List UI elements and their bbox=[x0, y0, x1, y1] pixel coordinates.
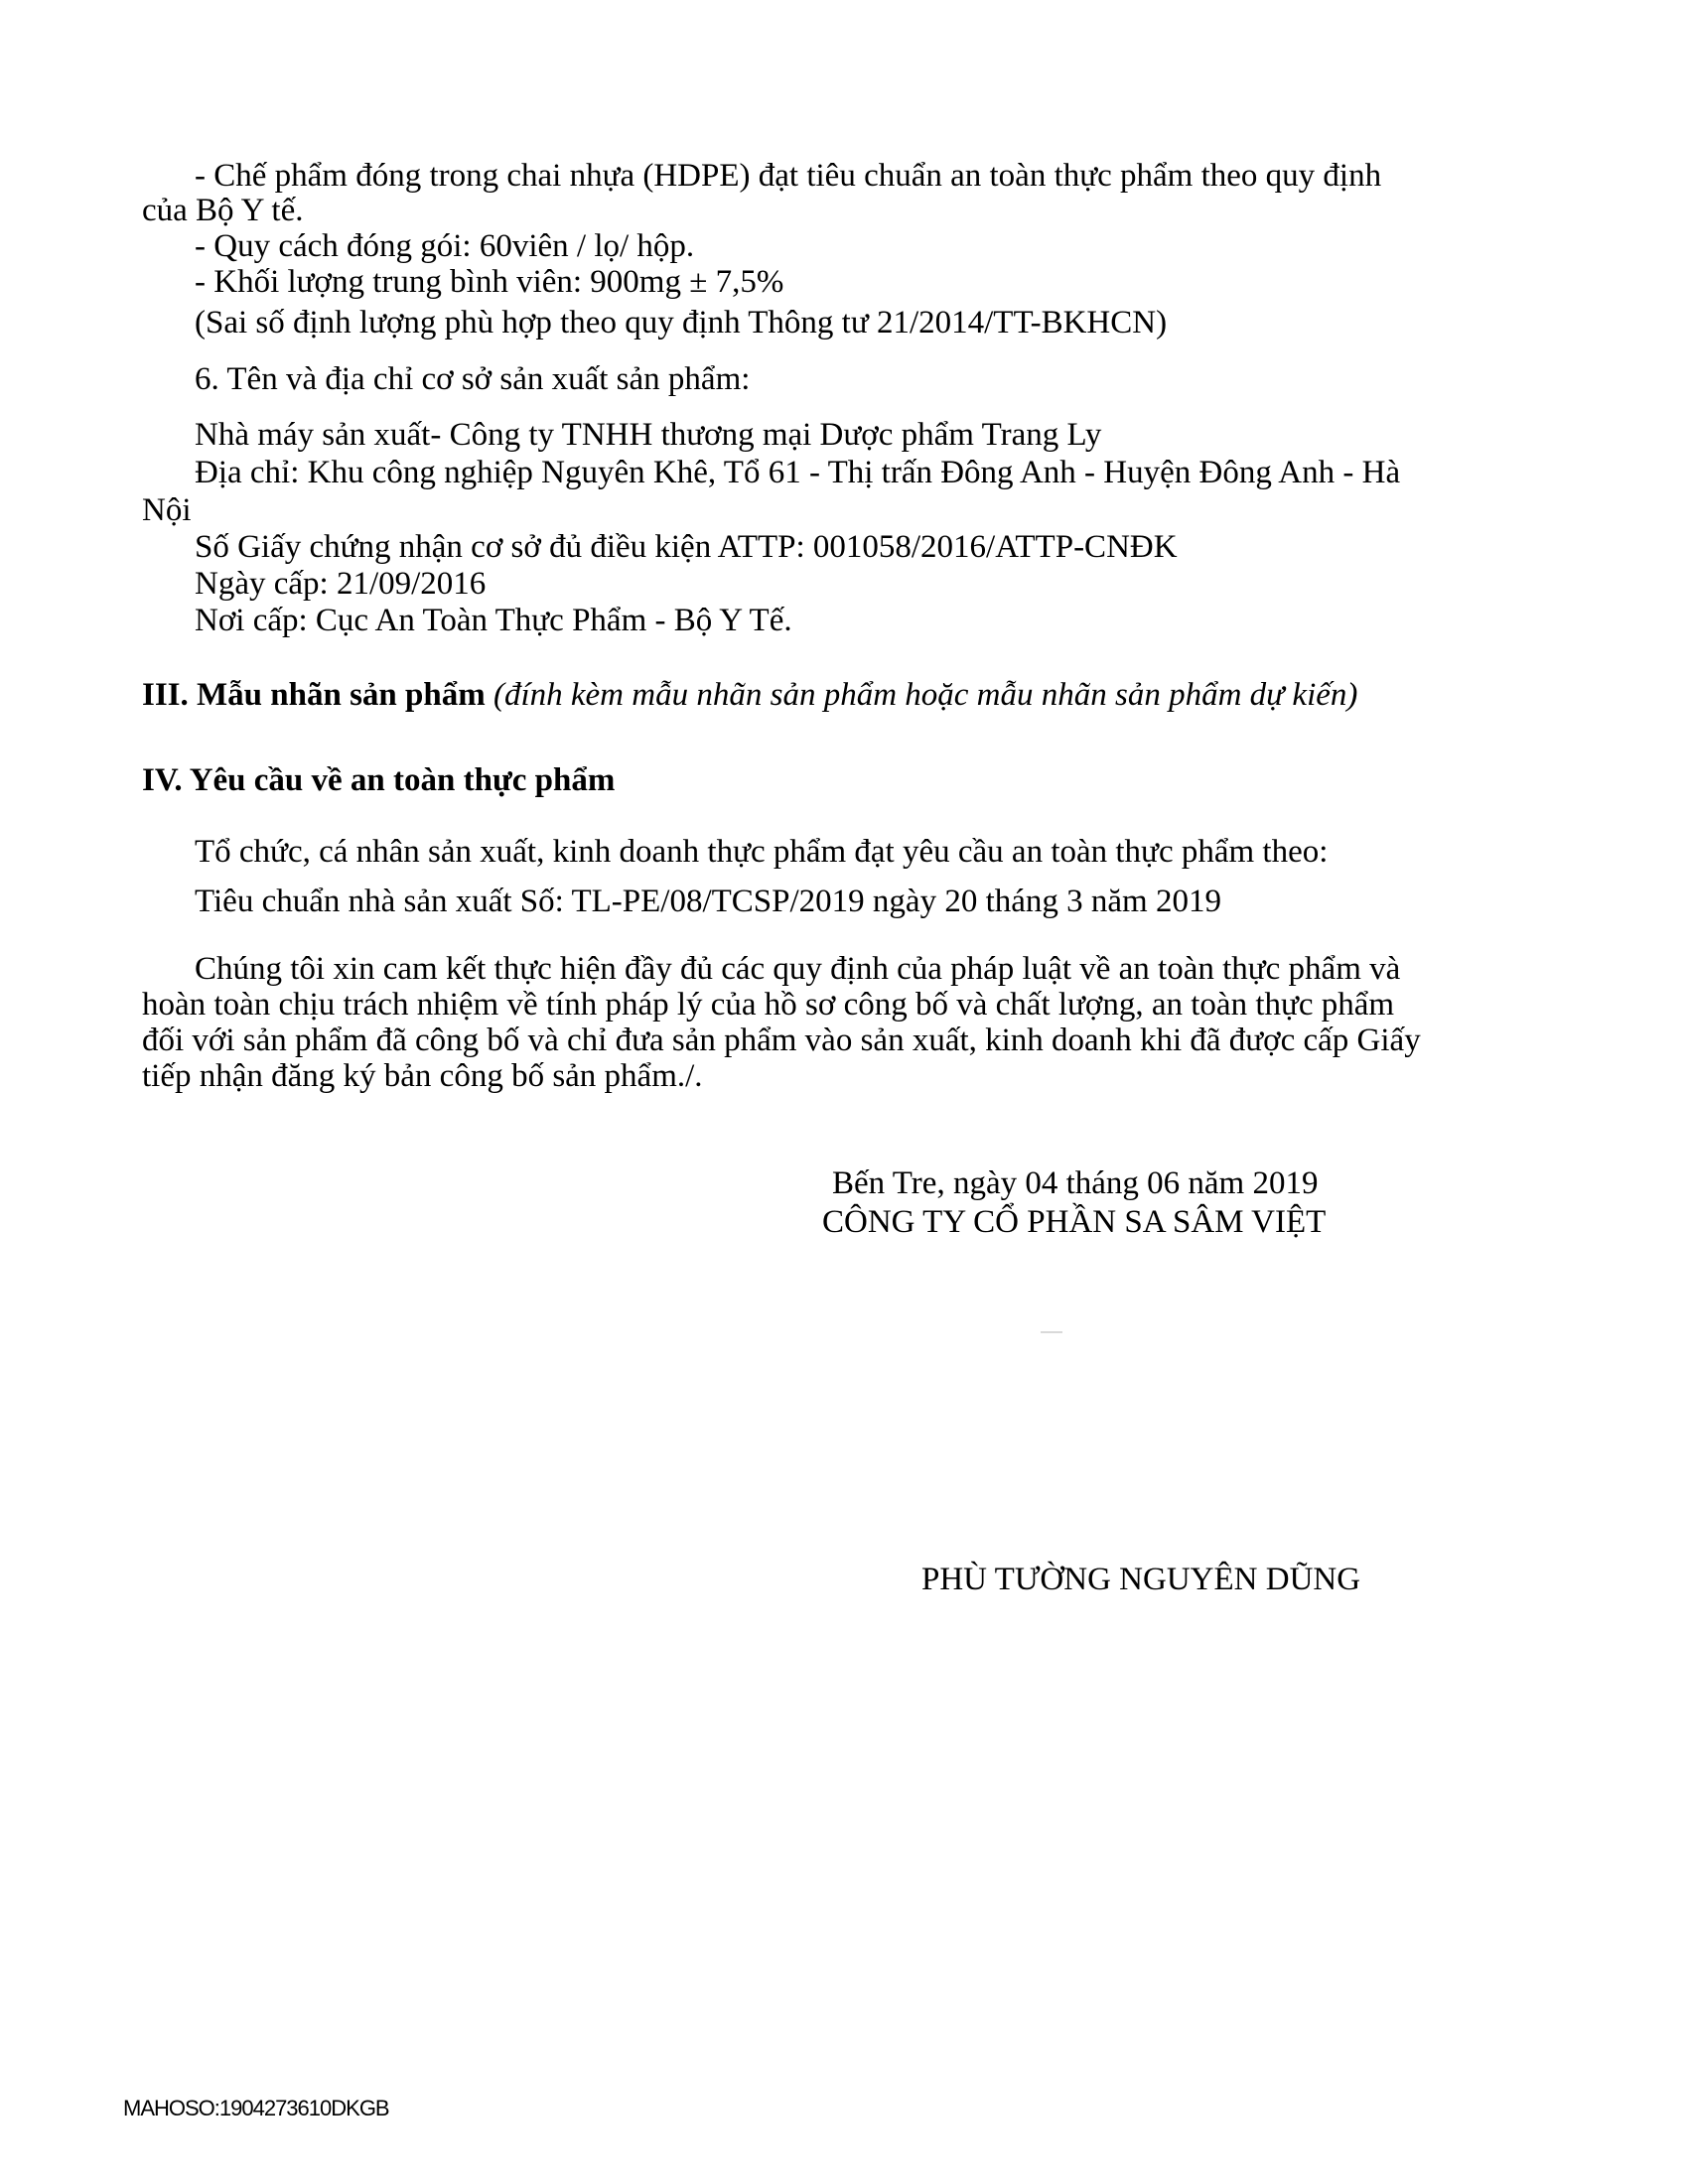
manufacturer-name: Nhà máy sản xuất- Công ty TNHH thương mại Dược phẩm Trang Ly bbox=[195, 417, 1102, 453]
commitment-line-1: Chúng tôi xin cam kết thực hiện đầy đủ các quy định của pháp luật về an toàn thực phẩm và bbox=[195, 951, 1401, 987]
signer-name: PHÙ TƯỜNG NGUYÊN DŨNG bbox=[921, 1562, 1361, 1597]
section-4-line-2: Tiêu chuẩn nhà sản xuất Số: TL-PE/08/TCSP/2019 ngày 20 tháng 3 năm 2019 bbox=[195, 884, 1221, 919]
packaging-line-2: - Quy cách đóng gói: 60viên / lọ/ hộp. bbox=[195, 228, 695, 264]
section-3-note: (đính kèm mẫu nhãn sản phẩm hoặc mẫu nhãn sản phẩm dự kiến) bbox=[492, 677, 1358, 713]
signature-company: CÔNG TY CỔ PHẦN SA SÂM VIỆT bbox=[822, 1204, 1327, 1240]
commitment-line-3: đối với sản phẩm đã công bố và chỉ đưa sản phẩm vào sản xuất, kinh doanh khi đã được cấp Giấy bbox=[142, 1023, 1421, 1058]
section-3-title: III. Mẫu nhãn sản phẩm bbox=[142, 677, 486, 713]
packaging-line-1-cont: của Bộ Y tế. bbox=[142, 193, 304, 228]
commitment-line-4: tiếp nhận đăng ký bản công bố sản phẩm./. bbox=[142, 1058, 703, 1094]
manufacturer-address: Địa chỉ: Khu công nghiệp Nguyên Khê, Tổ 61 - Thị trấn Đông Anh - Huyện Đông Anh - Hà bbox=[195, 455, 1401, 490]
manufacturer-heading: 6. Tên và địa chỉ cơ sở sản xuất sản phẩm: bbox=[195, 361, 751, 397]
signature-mark bbox=[1041, 1331, 1062, 1333]
manufacturer-certificate: Số Giấy chứng nhận cơ sở đủ điều kiện ATTP: 001058/2016/ATTP-CNĐK bbox=[195, 529, 1178, 565]
manufacturer-address-cont: Nội bbox=[142, 492, 192, 528]
section-4-line-1: Tổ chức, cá nhân sản xuất, kinh doanh thực phẩm đạt yêu cầu an toàn thực phẩm theo: bbox=[195, 834, 1329, 870]
commitment-line-2: hoàn toàn chịu trách nhiệm về tính pháp lý của hồ sơ công bố và chất lượng, an toàn thực phẩm bbox=[142, 987, 1395, 1023]
packaging-line-4: (Sai số định lượng phù hợp theo quy định Thông tư 21/2014/TT-BKHCN) bbox=[195, 305, 1168, 341]
packaging-line-1: - Chế phẩm đóng trong chai nhựa (HDPE) đạt tiêu chuẩn an toàn thực phẩm theo quy định bbox=[195, 158, 1382, 194]
section-4-title: IV. Yêu cầu về an toàn thực phẩm bbox=[142, 762, 616, 798]
section-3-heading bbox=[142, 675, 1357, 715]
manufacturer-issued-by: Nơi cấp: Cục An Toàn Thực Phẩm - Bộ Y Tế. bbox=[195, 603, 792, 638]
signature-place-date: Bến Tre, ngày 04 tháng 06 năm 2019 bbox=[832, 1165, 1319, 1201]
manufacturer-issue-date: Ngày cấp: 21/09/2016 bbox=[195, 566, 487, 602]
dossier-code: MAHOSO:1904273610DKGB bbox=[123, 2096, 389, 2120]
packaging-line-3: - Khối lượng trung bình viên: 900mg ± 7,5% bbox=[195, 264, 784, 300]
